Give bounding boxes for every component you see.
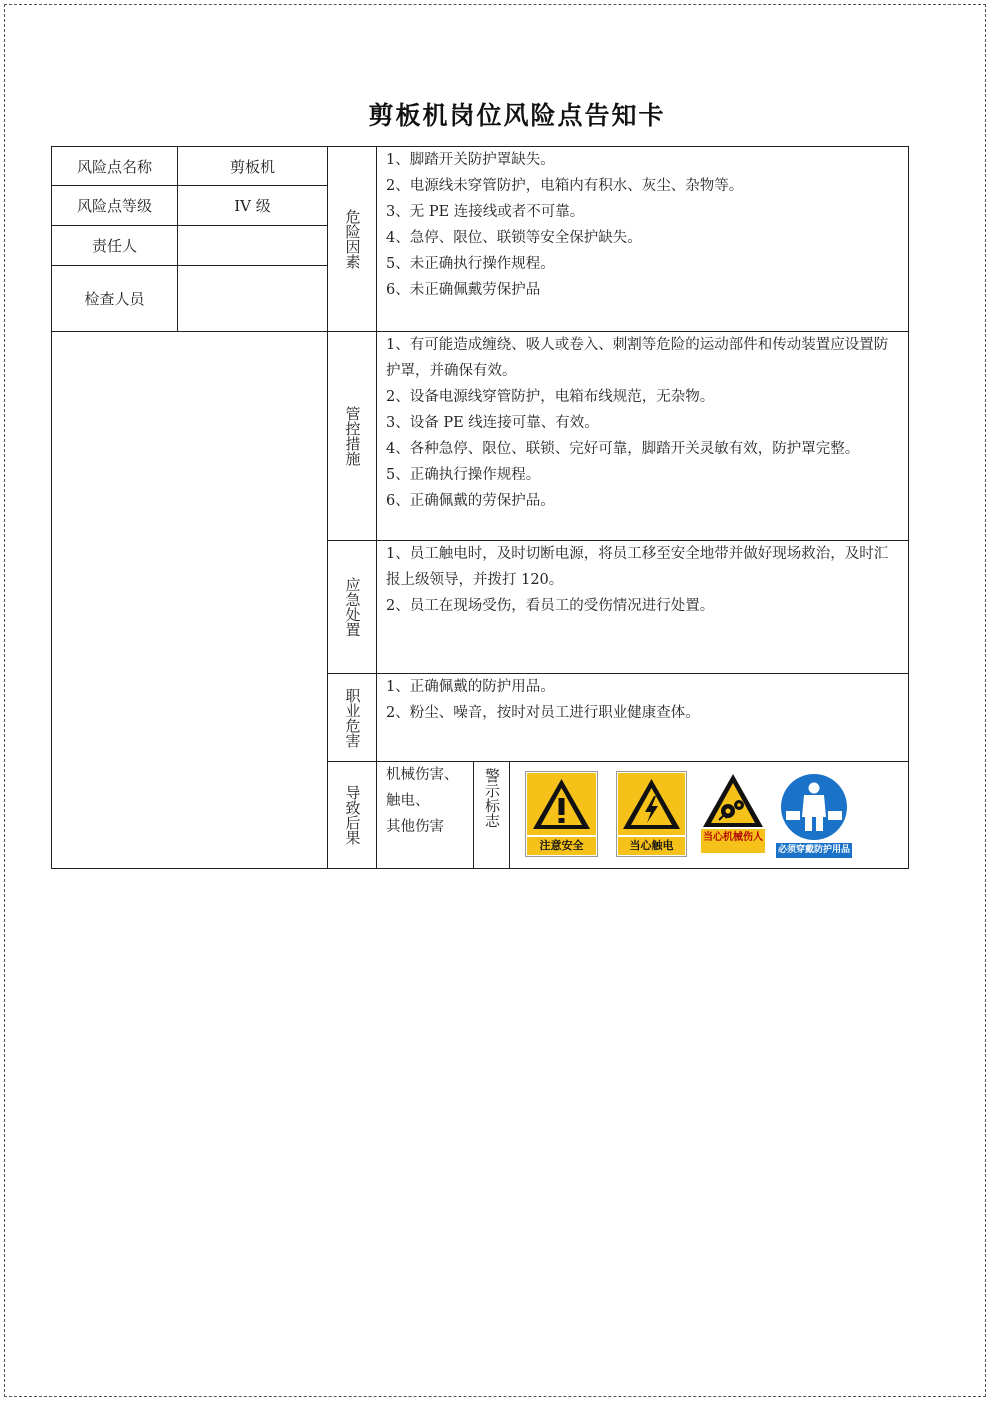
list-item: 6、未正确佩戴劳保护品 [386, 282, 541, 298]
sign-protective [776, 773, 852, 859]
controls-list [377, 332, 908, 540]
controls-label: 管控措施 [343, 406, 362, 466]
list-item: 1、员工触电时，及时切断电源，将员工移至安全地带并做好现场救治，及时汇报上级领导，并拨打 120。 [386, 546, 889, 588]
list-item: 2、设备电源线穿管防护，电箱布线规范，无杂物。 [386, 389, 715, 405]
risk-level-value: IV 级 [234, 197, 271, 215]
list-item: 机械伤害、 [386, 767, 459, 783]
sign-electric [616, 771, 687, 857]
list-item: 1、有可能造成缠绕、吸人或卷入、刺割等危险的运动部件和传动装置应设置防护罩，并确保有效。 [386, 337, 889, 379]
hazards-label: 危险因素 [343, 209, 362, 269]
owner-label: 责任人 [91, 237, 137, 255]
emergency-list [377, 541, 908, 673]
sign-machinery-text: 当心机械伤人 [703, 832, 763, 843]
consequences-label: 导致后果 [343, 785, 362, 845]
list-item: 1、脚踏开关防护罩缺失。 [386, 152, 555, 168]
list-item: 5、未正确执行操作规程。 [386, 256, 555, 272]
list-item: 2、粉尘、噪音，按时对员工进行职业健康查体。 [386, 705, 700, 721]
inspector-value [178, 266, 327, 331]
occupational-list [377, 674, 908, 761]
list-item: 3、无 PE 连接线或者不可靠。 [386, 204, 585, 220]
emergency-label: 应急处置 [343, 577, 362, 637]
sign-caution-text: 注意安全 [539, 839, 584, 852]
occupational-label: 职业危害 [343, 687, 362, 748]
risk-name-value: 剪板机 [229, 157, 275, 176]
sign-caution [525, 771, 598, 857]
list-item: 3、设备 PE 线连接可靠、有效。 [386, 415, 599, 431]
sign-protective-text: 必须穿戴防护用品 [777, 845, 850, 855]
list-item: 4、急停、限位、联锁等安全保护缺失。 [386, 230, 642, 246]
risk-name-label: 风险点名称 [76, 157, 152, 176]
list-item: 其他伤害 [386, 819, 444, 835]
list-item: 2、员工在现场受伤，看员工的受伤情况进行处置。 [386, 598, 715, 614]
risk-level-label: 风险点等级 [76, 197, 152, 215]
list-item: 2、电源线未穿管防护，电箱内有积水、灰尘、杂物等。 [386, 178, 744, 194]
page-title: 剪板机岗位风险点告知卡 [368, 101, 666, 130]
sign-electric-text: 当心触电 [629, 839, 674, 852]
list-item: 触电、 [386, 793, 430, 809]
inspector-label: 检查人员 [84, 290, 145, 308]
consequences-list [377, 762, 473, 868]
list-item: 5、正确执行操作规程。 [386, 467, 541, 483]
list-item: 1、正确佩戴的防护用品。 [386, 679, 555, 695]
list-item: 6、正确佩戴的劳保护品。 [386, 493, 555, 509]
owner-value [178, 226, 327, 265]
hazards-list [377, 147, 908, 331]
sign-machinery [700, 771, 766, 855]
list-item: 4、各种急停、限位、联锁、完好可靠，脚踏开关灵敏有效，防护罩完整。 [386, 441, 860, 457]
warning-signs-label: 警示标志 [483, 768, 501, 828]
